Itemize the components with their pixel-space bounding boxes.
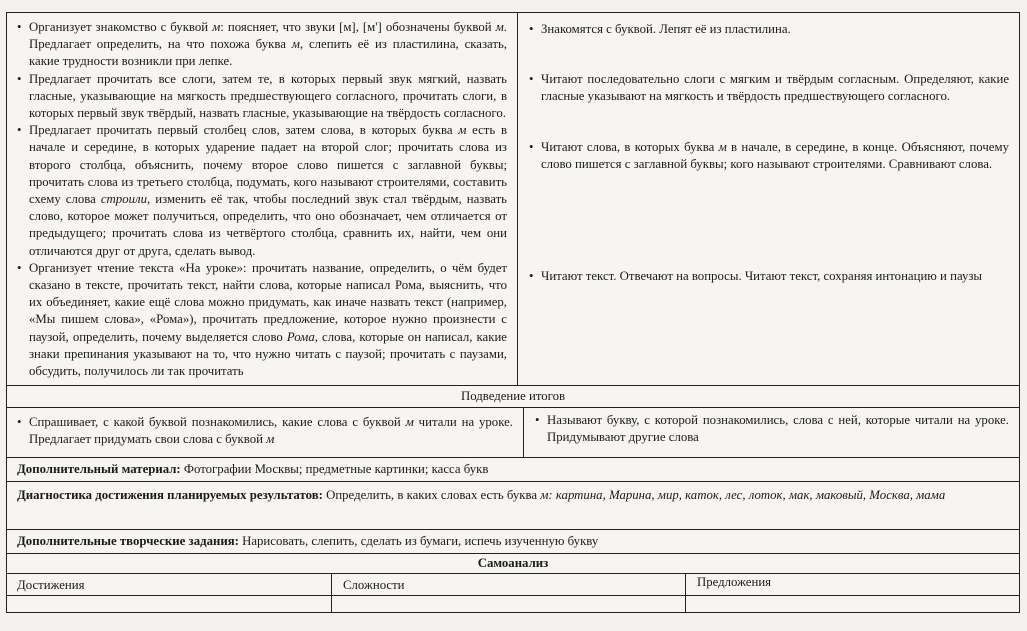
students-item: • Читают слова, в которых буква м в начале, в середине, в конце. Объясняют, почему слово пишется с заглавной буквы; кого называют строителями. Сравнивают слова. <box>529 139 1009 173</box>
column-suggestions: Предложения <box>697 575 772 589</box>
summary-heading-row <box>7 386 1019 408</box>
summary-students-item: • Называют букву, с которой познакомились, слова с ней, которые читали на уроке. Придумывают другие слова <box>535 412 1009 446</box>
selfanalysis-columns-row <box>7 574 1019 596</box>
summary-teacher-item: • Спрашивает, с какой буквой познакомились, какие слова с буквой м читали на уроке. Предлагает придумать свои слова с буквой м <box>17 414 513 448</box>
students-item: • Знакомятся с буквой. Лепят её из пластилина. <box>529 21 1009 38</box>
extra-material-text: Дополнительный материал: Фотографии Москвы; предметные картинки; касса букв <box>17 462 489 476</box>
column-difficulties: Сложности <box>343 578 405 592</box>
summary-heading: Подведение итогов <box>460 389 566 403</box>
selfanalysis-heading-row <box>7 554 1019 574</box>
teacher-activity-cell <box>7 13 517 385</box>
selfanalysis-heading: Самоанализ <box>477 556 549 570</box>
teacher-item: • Организует чтение текста «На уроке»: прочитать название, определить, о чём будет сказано в тексте, прочитать текст, найти слова, которые написал Рома, выяснить, что их объединяет, какие ещё слова можно придумать, как иначе назвать текст (например, «Мы пишем слова», «Рома»), прочитать предложение, которое нужно произнести с паузой, определить, почему выделяется слово Рома, слова, которые он написал, какие знаки препинания указывают на то, что нужно читать с паузой; прочитать с паузами, обсудить, получилось ли так прочитать <box>17 260 507 380</box>
summary-students-cell <box>525 408 1019 457</box>
teacher-item: • Предлагает прочитать первый столбец слов, затем слова, в которых буква м есть в начале и середине, в которых ударение падает на второй слог; прочитать слова из второго столбца, объяснить, почему второе слово пишется с заглавной буквы; прочитать слова из третьего столбца, подумать, кого называют строителями, составить схему слова строили, изменить её так, чтобы последний звук стал твёрдым, назвать слово, которое может получиться, определить, что оно обозначает, чем отличается от предыдущего; прочитать слова из четвёртого столбца, сравнить их, найти, чем они отличаются друг от друга, сделать вывод. <box>17 122 507 260</box>
creative-tasks-text: Дополнительные творческие задания: Нарисовать, слепить, сделать из бумаги, испечь изученную букву <box>17 534 599 548</box>
activity-row <box>7 13 1019 386</box>
summary-teacher-cell <box>7 408 523 457</box>
column-achievements: Достижения <box>17 578 85 592</box>
summary-row <box>7 408 1019 458</box>
students-item: • Читают текст. Отвечают на вопросы. Читают текст, сохраняя интонацию и паузы <box>529 268 1009 285</box>
creative-tasks-row <box>7 530 1019 554</box>
teacher-item: • Организует знакомство с буквой м: поясняет, что звуки [м], [м'] обозначены буквой м. Предлагает определить, на что похожа буква м, слепить её из пластилина, сказать, какие трудности возникли при лепке. <box>17 19 507 71</box>
diagnostics-row <box>7 482 1019 530</box>
teacher-activity-list <box>17 19 507 380</box>
extra-material-row <box>7 458 1019 482</box>
lesson-table <box>6 12 1020 613</box>
selfanalysis-empty-row <box>7 596 1019 612</box>
students-item: • Читают последовательно слоги с мягким и твёрдым согласным. Определяют, какие гласные указывают на мягкость и твёрдость предшествующего согласного. <box>529 71 1009 105</box>
students-activity-cell <box>519 13 1019 385</box>
teacher-item: • Предлагает прочитать все слоги, затем те, в которых первый звук мягкий, назвать гласные, указывающие на мягкость предшествующего согласного, прочитать слоги, в которых первый звук твёрдый, назвать гласные, указывающие на твёрдость согласного. <box>17 71 507 123</box>
diagnostics-text: Диагностика достижения планируемых результатов: Определить, в каких словах есть буква м: картина, Марина, мир, каток, лес, лоток, мак, маковый, Москва, мама <box>17 488 946 502</box>
